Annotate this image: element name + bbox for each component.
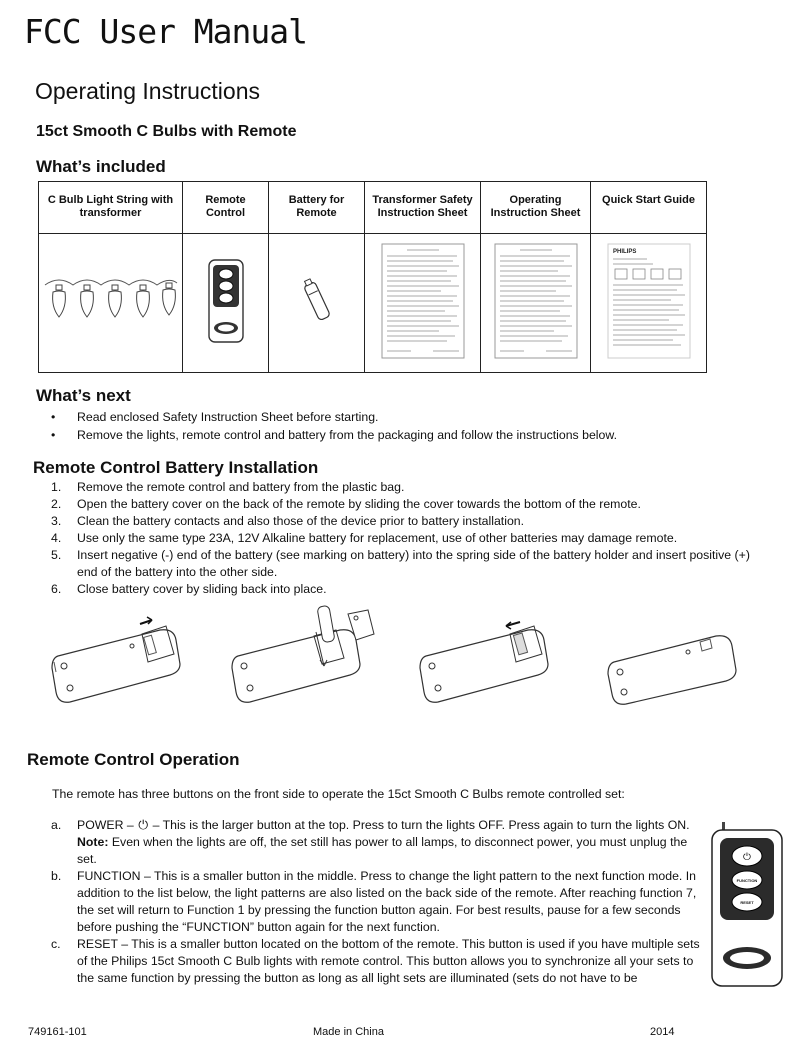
section-title-whats-next: What’s next (36, 386, 131, 405)
step-number: 6. (51, 582, 62, 596)
list-item: • Read enclosed Safety Instruction Sheet before starting. (37, 410, 617, 428)
remote-reset-label: RESET (740, 900, 754, 905)
light-string-illustration (41, 271, 181, 331)
product-title: 15ct Smooth C Bulbs with Remote (36, 123, 297, 140)
cell-battery (269, 234, 365, 373)
cell-quick-start (591, 234, 707, 373)
step-text: Open the battery cover on the back of the remote by sliding the cover towards the bottom of the remote. (77, 497, 641, 511)
list-item (37, 530, 767, 547)
battery-step-illustration-3 (416, 612, 556, 704)
list-item (37, 513, 767, 530)
section-title-operating-instructions: Operating Instructions (35, 78, 261, 104)
step-number: 1. (51, 480, 62, 494)
item-letter: b. (51, 869, 62, 883)
list-item (51, 817, 701, 868)
list-item: • Remove the lights, remote control and battery from the packaging and follow the instructions below. (37, 428, 617, 446)
list-item (37, 496, 767, 513)
philips-logo-text: PHILIPS (612, 249, 636, 255)
list-item (51, 868, 701, 936)
remote-large-illustration (708, 822, 786, 990)
cell-light-string (39, 234, 183, 373)
item-text: – This is the larger button at the top. Press to turn the lights OFF. Press again to turn the lights ON. (152, 818, 690, 832)
step-number: 4. (51, 531, 62, 545)
battery-step-illustration-1 (48, 612, 188, 704)
step-number: 5. (51, 548, 62, 562)
battery-step-illustration-2 (232, 605, 374, 702)
battery-steps-list (37, 479, 767, 598)
note-text: Even when the lights are off, the set still has power to all lamps, to disconnect power, you must unplug the set. (77, 835, 688, 866)
item-lead: POWER – (77, 818, 134, 832)
item-text: FUNCTION – This is a smaller button in the middle. Press to change the light pattern to the next function mode. In addition to the list below, the light patterns are also listed on the back side of the remote. After reaching function 7, the set will return to Function 1 by pressing the function button again. For best results, pause for a few seconds before pushing the “FUNCTION” button again for the next function. (77, 869, 697, 934)
step-text: Clean the battery contacts and also those of the device prior to battery installation. (77, 514, 525, 528)
cell-operating-sheet (481, 234, 591, 373)
item-letter: c. (51, 937, 61, 951)
col-header-quick-start: Quick Start Guide (591, 182, 707, 234)
step-text: Remove the remote control and battery from the plastic bag. (77, 480, 405, 494)
section-title-whats-included: What’s included (36, 157, 166, 176)
col-header-remote: Remote Control (183, 182, 269, 234)
whats-next-list (37, 410, 617, 446)
list-item (37, 581, 767, 598)
list-item (37, 547, 767, 581)
item-text: RESET – This is a smaller button located on the bottom of the remote. This button is used if you have multiple sets of the Philips 15ct Smooth C Bulb lights with remote control. This button allows you to synchronize all your sets to the same function by pressing the button as long as all light sets are illuminated (sets do not have to be (77, 937, 700, 985)
col-header-battery: Battery for Remote (269, 182, 365, 234)
col-header-light-string: C Bulb Light String with transformer (39, 182, 183, 234)
document-title: FCC User Manual (24, 12, 308, 51)
step-number: 3. (51, 514, 62, 528)
col-header-transformer-sheet: Transformer Safety Instruction Sheet (365, 182, 481, 234)
footer-year: 2014 (650, 1026, 675, 1038)
operation-intro: The remote has three buttons on the front side to operate the 15ct Smooth C Bulbs remote controlled set: (52, 787, 625, 801)
step-text: Close battery cover by sliding back into place. (77, 582, 327, 596)
remote-illustration (206, 258, 246, 344)
remote-function-label: FUNCTION (736, 878, 758, 883)
operating-sheet-thumbnail (494, 243, 578, 359)
remote-power-icon: ⏻ (743, 852, 751, 863)
item-letter: a. (51, 818, 62, 832)
cell-transformer-sheet (365, 234, 481, 373)
list-item (37, 479, 767, 496)
power-symbol-icon: ⏻ (138, 818, 148, 832)
step-number: 2. (51, 497, 62, 511)
included-items-table (38, 181, 707, 373)
section-title-remote-operation: Remote Control Operation (27, 750, 240, 769)
step-text: Insert negative (-) end of the battery (see marking on battery) into the spring side of the battery holder and insert positive (+) end of the battery into the other side. (77, 548, 750, 579)
battery-illustration (302, 276, 332, 326)
note-label: Note: (77, 835, 109, 849)
battery-step-illustration-4 (604, 624, 744, 706)
list-item (51, 936, 701, 987)
operation-list (51, 817, 701, 987)
quick-start-thumbnail (607, 243, 691, 359)
transformer-sheet-thumbnail (381, 243, 465, 359)
step-text: Use only the same type 23A, 12V Alkaline battery for replacement, use of other batteries may damage remote. (77, 531, 678, 545)
cell-remote (183, 234, 269, 373)
footer-origin: Made in China (313, 1026, 384, 1038)
section-title-battery-installation: Remote Control Battery Installation (33, 458, 319, 477)
footer-code: 749161-101 (28, 1026, 87, 1038)
col-header-operating-sheet: Operating Instruction Sheet (481, 182, 591, 234)
